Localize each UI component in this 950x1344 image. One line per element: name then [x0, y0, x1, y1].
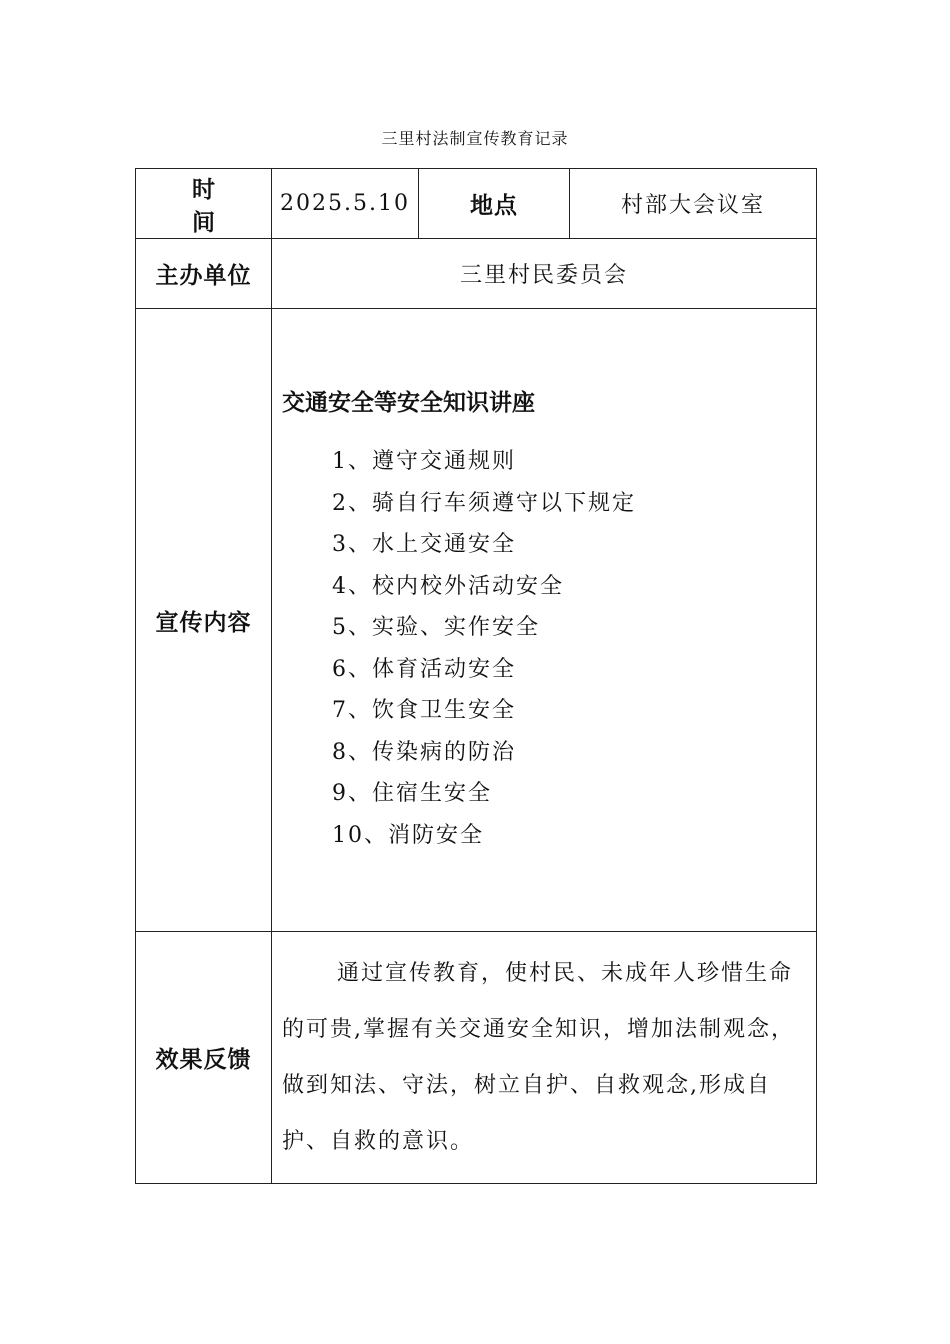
content-label: 宣传内容 — [136, 309, 272, 932]
place-value: 村部大会议室 — [570, 169, 817, 239]
content-row — [136, 309, 817, 932]
list-item: 3、水上交通安全 — [332, 532, 516, 557]
content-cell — [272, 309, 817, 932]
feedback-row — [136, 932, 817, 1184]
feedback-label: 效果反馈 — [136, 932, 272, 1184]
list-item: 5、实验、实作安全 — [332, 615, 540, 640]
list-item: 6、体育活动安全 — [332, 656, 516, 682]
content-list — [282, 441, 816, 856]
list-item: 10、消防安全 — [332, 822, 484, 848]
place-label: 地点 — [419, 169, 570, 239]
organizer-label: 主办单位 — [136, 239, 272, 309]
content-heading: 交通安全等安全知识讲座 — [282, 390, 535, 416]
time-label: 时间 — [136, 169, 272, 239]
list-item: 4、校内校外活动安全 — [332, 573, 564, 599]
feedback-text: 通过宣传教育，使村民、未成年人珍惜生命的可贵,掌握有关交通安全知识，增加法制观念，做到知法、守法，树立自护、自救观念,形成自护、自救的意识。 — [282, 960, 795, 1154]
time-place-row — [136, 169, 817, 239]
list-item: 8、传染病的防治 — [332, 739, 516, 765]
document-title: 三里村法制宣传教育记录 — [381, 129, 569, 148]
organizer-row — [136, 239, 817, 309]
record-table — [135, 168, 817, 1184]
organizer-value: 三里村民委员会 — [272, 239, 817, 309]
time-value: 2025.5.10 — [272, 169, 419, 239]
feedback-cell — [272, 932, 817, 1184]
list-item: 1、遵守交通规则 — [332, 449, 516, 474]
list-item: 2、骑自行车须遵守以下规定 — [332, 490, 636, 516]
list-item: 9、住宿生安全 — [332, 781, 492, 806]
list-item: 7、饮食卫生安全 — [332, 698, 516, 723]
